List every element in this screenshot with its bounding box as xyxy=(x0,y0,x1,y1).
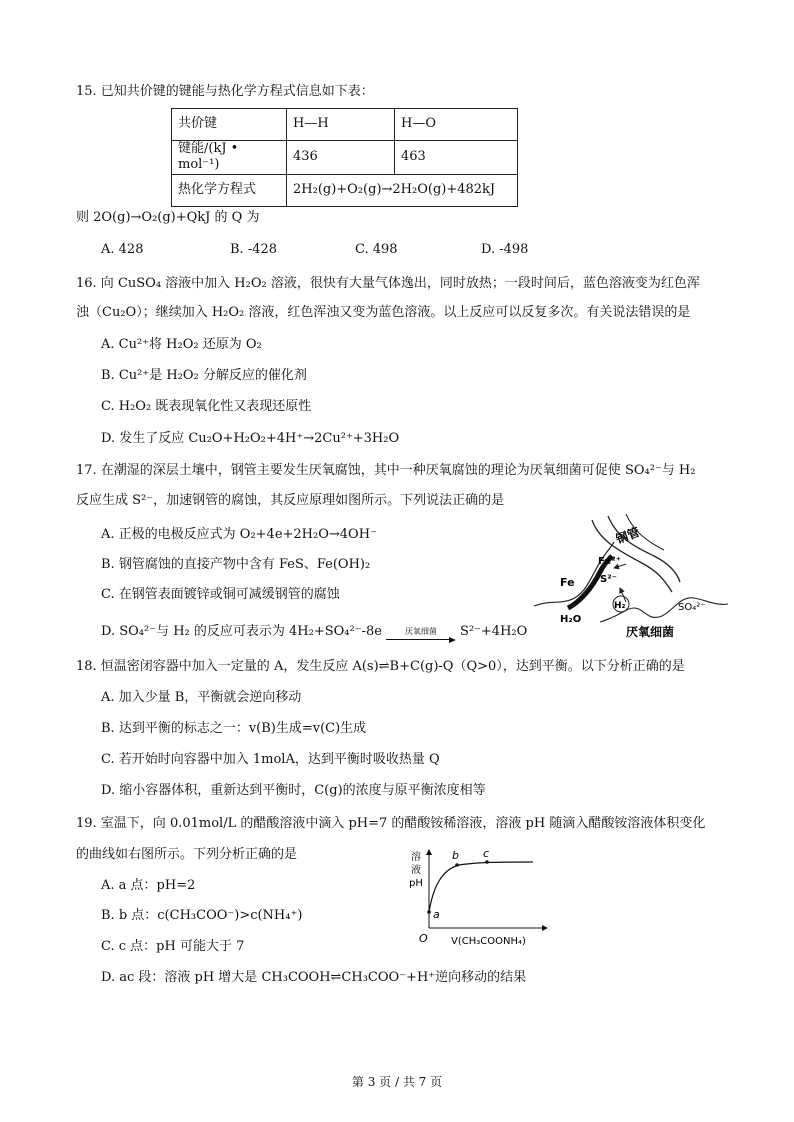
q19-option-b: B. b 点：c(CH₃COO⁻)>c(NH₄⁺) xyxy=(101,908,303,923)
point-b-label: b xyxy=(452,849,459,862)
page-footer: 第 3 页 / 共 7 页 xyxy=(351,1075,443,1089)
q16-stem-line1: 16. 向 CuSO₄ 溶液中加入 H₂O₂ 溶液，很快有大量气体逸出，同时放热；一段时间后，蓝色溶液变为红色浑 xyxy=(76,276,700,291)
h2o-label: H₂O xyxy=(560,614,582,625)
so4-label: SO₄²⁻ xyxy=(678,602,706,613)
table-cell: 键能/(kJ • mol⁻¹) xyxy=(172,141,287,175)
point-b xyxy=(455,863,459,867)
q19-option-a: A. a 点：pH=2 xyxy=(101,878,196,893)
q17-option-d-prefix: D. SO₄²⁻与 H₂ 的反应可表示为 4H₂+SO₄²⁻-8e xyxy=(101,624,382,639)
q16-option-d: D. 发生了反应 Cu₂O+H₂O₂+4H⁺→2Cu²⁺+3H₂O xyxy=(101,431,400,446)
table-row xyxy=(172,109,518,141)
xlabel: V(CH₃COONH₄) xyxy=(451,936,526,947)
reaction-arrow xyxy=(386,627,456,637)
diffusion-arrow xyxy=(620,588,626,602)
fe-label: Fe xyxy=(560,576,575,589)
corrosion-diagram xyxy=(530,512,730,640)
point-a-label: a xyxy=(433,908,440,921)
table-cell: H—H xyxy=(287,109,395,141)
q19-stem-line1: 19. 室温下，向 0.01mol/L 的醋酸溶液中滴入 pH=7 的醋酸铵稀溶液，溶液 pH 随滴入醋酸铵溶液体积变化 xyxy=(76,816,706,831)
ph-curve-graph xyxy=(405,848,550,948)
q15-option-c: C. 498 xyxy=(355,242,398,257)
point-c-label: c xyxy=(483,848,490,860)
q17-option-c: C. 在钢管表面镀锌或铜可减缓钢管的腐蚀 xyxy=(101,587,340,602)
q17-option-b: B. 钢管腐蚀的直接产物中含有 FeS、Fe(OH)₂ xyxy=(101,557,371,572)
h2-label: H₂ xyxy=(614,601,626,611)
point-c xyxy=(485,860,489,864)
q19-option-d: D. ac 段：溶液 pH 增大是 CH₃COOH⇌CH₃COO⁻+H⁺逆向移动的结果 xyxy=(101,970,527,985)
ylabel-line2: 液 xyxy=(411,865,421,876)
q16-option-c: C. H₂O₂ 既表现氧化性又表现还原性 xyxy=(101,399,312,414)
q17-option-a: A. 正极的电极反应式为 O₂+4e+2H₂O→4OH⁻ xyxy=(101,527,377,542)
bacteria-label: 厌氧细菌 xyxy=(626,625,675,639)
q15-option-d: D. -498 xyxy=(481,242,529,257)
table-cell: 共价键 xyxy=(172,109,287,141)
q18-option-c: C. 若开始时向容器中加入 1molA，达到平衡时吸收热量 Q xyxy=(101,752,440,767)
q19-stem-line2: 的曲线如右图所示。下列分析正确的是 xyxy=(76,847,298,862)
ylabel-line3: pH xyxy=(409,878,423,889)
q19-option-c: C. c 点：pH 可能大于 7 xyxy=(101,939,245,954)
table-cell: 463 xyxy=(395,141,518,175)
pipe-label: 钢管 xyxy=(614,525,642,547)
origin-label: O xyxy=(419,932,428,945)
table-cell: 436 xyxy=(287,141,395,175)
fe2-label: Fe²⁺ xyxy=(598,556,621,567)
q18-option-b: B. 达到平衡的标志之一：v(B)生成=v(C)生成 xyxy=(101,721,367,736)
q15-question: 则 2O(g)→O₂(g)+QkJ 的 Q 为 xyxy=(76,210,260,225)
table-cell: 热化学方程式 xyxy=(172,174,287,206)
q17-option-d xyxy=(101,624,527,640)
arrow-label: 厌氧细菌 xyxy=(404,626,437,636)
s2-label: S²⁻ xyxy=(600,574,617,585)
q18-option-d: D. 缩小容器体积，重新达到平衡时，C(g)的浓度与原平衡浓度相等 xyxy=(101,783,486,798)
ylabel-line1: 溶 xyxy=(411,852,421,863)
q17-option-d-suffix: S²⁻+4H₂O xyxy=(459,624,528,639)
q18-stem: 18. 恒温密闭容器中加入一定量的 A，发生反应 A(s)⇌B+C(g)-Q（Q>0），达到平衡。以下分析正确的是 xyxy=(76,659,685,674)
point-a xyxy=(427,910,431,914)
table-cell: H—O xyxy=(395,109,518,141)
q16-option-b: B. Cu²⁺是 H₂O₂ 分解反应的催化剂 xyxy=(101,368,307,383)
table-row xyxy=(172,141,518,175)
q15-option-b: B. -428 xyxy=(230,242,278,257)
pipe-outline xyxy=(608,516,680,582)
q18-option-a: A. 加入少量 B，平衡就会逆向移动 xyxy=(101,690,302,705)
q16-stem-line2: 浊（Cu₂O）；继续加入 H₂O₂ 溶液，红色浑浊又变为蓝色溶液。以上反应可以反复多次。有关说法错误的是 xyxy=(76,305,691,320)
bond-energy-table xyxy=(171,108,518,207)
q15-stem: 15. 已知共价键的键能与热化学方程式信息如下表： xyxy=(76,84,374,99)
q15-option-a: A. 428 xyxy=(101,242,144,257)
ph-curve xyxy=(429,862,533,912)
table-row xyxy=(172,174,518,206)
q17-stem-line1: 17. 在潮湿的深层土壤中，钢管主要发生厌氧腐蚀，其中一种厌氧腐蚀的理论为厌氧细菌可促使 SO₄²⁻与 H₂ xyxy=(76,463,696,478)
q16-option-a: A. Cu²⁺将 H₂O₂ 还原为 O₂ xyxy=(101,337,262,352)
table-cell: 2H₂(g)+O₂(g)→2H₂O(g)+482kJ xyxy=(287,174,518,206)
q17-stem-line2: 反应生成 S²⁻，加速钢管的腐蚀，其反应原理如图所示。下列说法正确的是 xyxy=(76,493,505,508)
